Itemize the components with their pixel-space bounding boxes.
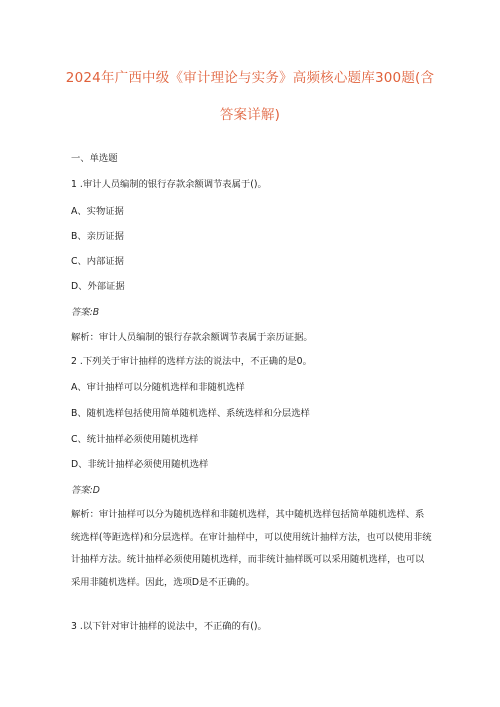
explanation: 解析：审计人员编制的银行存款余额调节表属于亲历证据。: [71, 332, 313, 343]
explanation-line: 采用非随机选样。因此，选项D是不正确的。: [71, 576, 255, 588]
option-a: A、实物证据: [71, 206, 124, 217]
question-text: .下列关于审计抽样的选样方法的说法中，不正确的是0。: [79, 356, 312, 367]
explanation-line: 计抽样方法。统计抽样必须使用随机选样，而非统计抽样既可以采用随机选样，也可以: [71, 554, 425, 565]
question-1: [71, 178, 267, 191]
question-text: .以下针对审计抽样的说法中，不正确的有()。: [79, 621, 267, 632]
option-d: D、非统计抽样必须使用随机选样: [71, 459, 209, 470]
option-c: C、内部证据: [71, 256, 124, 267]
explanation: [71, 504, 435, 594]
question-number: 2: [71, 356, 77, 367]
question-text: .审计人员编制的银行存款余额调节表属于()。: [79, 179, 267, 190]
question-number: 3: [71, 621, 77, 632]
option-b: B、亲历证据: [71, 231, 124, 242]
question-3: [71, 620, 267, 633]
answer: 答案:B: [71, 307, 100, 318]
explanation-line: 统选样(等距选样)和分层选样。在审计抽样中，可以使用统计抽样方法，也可以使用非统: [71, 531, 432, 543]
section-heading: 一、单选题: [71, 153, 118, 164]
option-b: B、随机选样包括使用简单随机选样、系统选样和分层选样: [71, 408, 310, 419]
question-2: [71, 355, 312, 368]
explanation-line: 解析：审计抽样可以分为随机选样和非随机选样，其中随机选样包括简单随机选样、系: [71, 509, 425, 520]
answer: 答案:D: [71, 485, 100, 496]
document-title-line-2: 答案详解): [219, 107, 281, 123]
option-d: D、外部证据: [71, 281, 125, 292]
question-number: 1: [71, 179, 77, 190]
document-title-line-1: 2024年广西中级《审计理论与实务》高频核心题库300题(含: [65, 70, 435, 86]
option-c: C、统计抽样必须使用随机选样: [71, 434, 199, 445]
option-a: A、审计抽样可以分随机选样和非随机选样: [71, 382, 245, 393]
